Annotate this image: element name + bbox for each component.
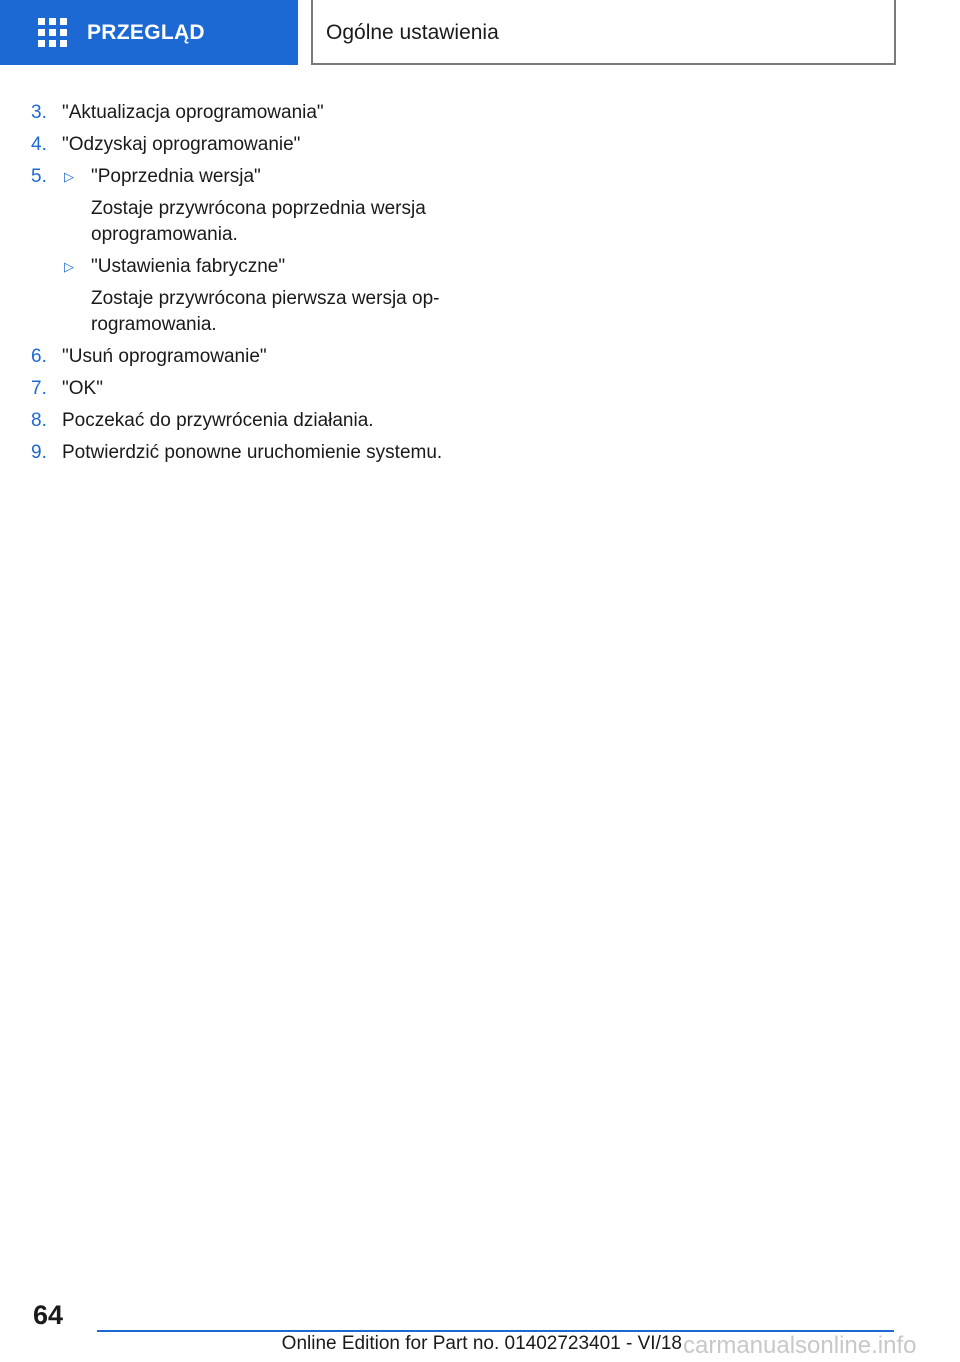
- step-number: 4.: [31, 134, 47, 155]
- watermark: carmanualsonline.info: [683, 1332, 917, 1359]
- substep-label: "Poprzednia wersja": [91, 166, 261, 187]
- section-title: Ogólne ustawienia: [326, 20, 499, 44]
- step-9: [0, 440, 520, 466]
- section-header: [311, 0, 896, 65]
- step-text: "Aktualizacja oprogramowania": [62, 102, 324, 123]
- step-text: Poczekać do przywrócenia działania.: [62, 410, 374, 431]
- steps-list: [0, 100, 520, 472]
- step-number: 5.: [31, 166, 47, 187]
- step-7: [0, 376, 520, 402]
- step-number: 8.: [31, 410, 47, 431]
- step-text: "Odzyskaj oprogramowanie": [62, 134, 301, 155]
- step-5: [0, 164, 520, 338]
- substep-description: Zostaje przywrócona poprzednia wersja oprogramowania.: [91, 198, 426, 245]
- step-number: 6.: [31, 346, 47, 367]
- step-number: 3.: [31, 102, 47, 123]
- step-6: [0, 344, 520, 370]
- substep-description: Zostaje przywrócona pierwsza wersja oprogramowania.: [91, 288, 440, 335]
- step-number: 7.: [31, 378, 47, 399]
- grid-menu-icon: [38, 18, 67, 47]
- overview-tab[interactable]: [0, 0, 298, 65]
- substep-previous-version: [62, 164, 520, 248]
- triangle-right-icon: ▷: [64, 169, 74, 184]
- edition-text: Online Edition for Part no. 01402723401 - VI/18: [281, 1333, 682, 1354]
- step-8: [0, 408, 520, 434]
- step-number: 9.: [31, 442, 47, 463]
- step-text: "Usuń oprogramowanie": [62, 346, 267, 367]
- step-text: "OK": [62, 378, 103, 399]
- overview-tab-label: PRZEGLĄD: [87, 20, 205, 44]
- step-text: Potwierdzić ponowne uruchomienie systemu.: [62, 442, 443, 463]
- substep-label: "Ustawienia fabryczne": [91, 256, 286, 277]
- step-4: [0, 132, 520, 158]
- substep-factory-settings: [62, 254, 520, 338]
- page-number: 64: [33, 1300, 64, 1330]
- triangle-right-icon: ▷: [64, 259, 74, 274]
- step-3: [0, 100, 520, 126]
